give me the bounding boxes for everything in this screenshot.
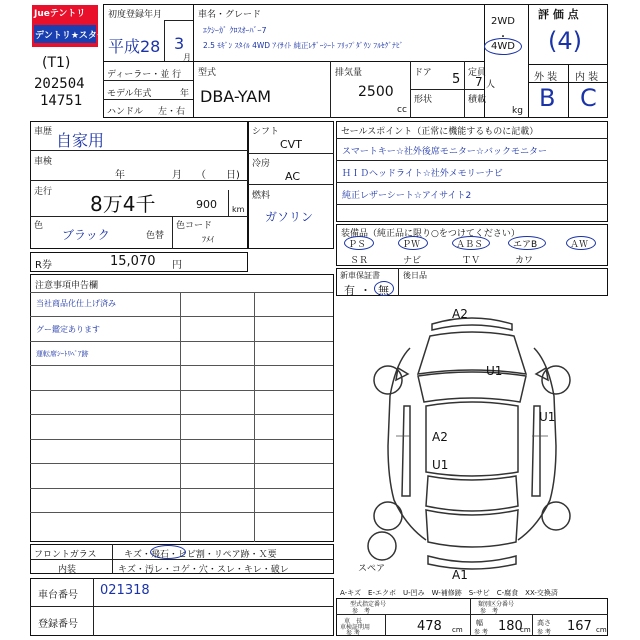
history-label: 車歴 [34,127,53,137]
note-line-2: グー鑑定あります [36,325,100,334]
load-label: 積載 [468,95,487,105]
registration-label: 登録番号 [38,619,78,630]
dealer-label: ディーラー・並 行 [107,70,182,80]
height-unit: cm [596,626,607,634]
sales-point-line-2: ＨＩＤヘッドライト☆社外メモリーナビ [342,169,503,179]
equip-ps: ＰＳ [348,240,367,250]
overall-score: (4) [548,27,582,55]
front-glass-value: キズ・飛石・ヒビ割・リペア跡・Ｘ要 [124,550,277,560]
mileage-value: 8万4千 [90,192,156,216]
equip-aw: ＡＷ [570,240,589,250]
sales-point-line-1: スマートキー☆社外後席モニター☆バックモニター [342,147,547,157]
inspection-day: 日) [226,170,240,181]
notes-label: 注意事項申告欄 [35,281,99,291]
length-ref: 参 考 [346,630,360,637]
damage-mark-rear-bumper: A1 [452,568,468,582]
recycle-value: 15,070 [110,254,156,269]
color-swap-label: 色替 [146,231,165,241]
capacity-label: 定員 [468,68,487,78]
car-name-line2: 2.5 ﾓｷﾞﾝ ｽﾀｲﾙ 4WD ｱｲｻｲﾄ 純正ﾚｻﾞｰｼｰﾄ ﾌﾘｯﾌﾟﾀﾞｳﾝ ﾌﾙｾｸﾞﾅﾋﾞ [203,41,404,50]
ac-label: 冷房 [252,159,271,169]
height-label: 高さ [537,619,551,627]
length-unit: cm [452,626,463,634]
damage-mark-hood: U1 [486,364,503,378]
after-items-label: 後日品 [403,271,427,280]
note-line-3: 運転席ｼｰﾄﾘﾍﾟｱ跡 [36,350,89,358]
inspection-label: 車検 [34,157,53,167]
spare-tire-label: スペア [358,564,386,574]
damage-mark-rear-glass: U1 [432,458,449,472]
ac-value: AC [285,170,301,183]
height-ref: 参 考 [537,629,551,636]
interior-grade: C [580,84,597,112]
length-sub: 車検証明用 [340,624,371,631]
car-name-line1: ｴｸｼｰｶﾞ ｸﾛｽｵｰﾊﾞｰ7 [203,26,267,35]
type-label: 型式 [198,68,217,78]
sales-point-line-3: 純正レザーシート☆アイサイト2 [342,191,472,201]
interior-label-row: 内装 [58,565,77,575]
equip-leather: カワ [515,256,534,266]
inspection-month: 月 [172,170,182,181]
mileage-sub: 900 [196,198,217,211]
color-code-label: 色コード [176,221,213,231]
interior-label: 内 装 [575,72,599,83]
shape-label: 形状 [414,95,433,105]
warranty-label: 新車保証書 [340,271,380,280]
damage-legend: A-キズ E-エクボ U-凹み W-補修跡 S-サビ C-腐食 XX-交換済 [340,589,558,597]
height-value: 167 [567,619,592,634]
mileage-label: 走行 [34,187,53,197]
lot-number: 14751 [40,93,83,109]
color-code-value: ﾌﾒｲ [202,235,214,244]
sales-points-label: セールスポイント（正常に機能するものに記載） [341,127,539,137]
lot-code: (T1) [42,55,71,71]
width-unit: cm [520,626,531,634]
notes-box [30,274,334,542]
lot-date: 202504 [34,76,85,92]
inspection-open-paren: （ [196,170,206,181]
handle-label: ハンドル [107,107,144,117]
shift-value: CVT [280,138,302,151]
shift-label: シフト [252,127,280,137]
chassis-label: 車台番号 [38,590,78,601]
fuel-label: 燃料 [252,191,271,201]
equip-sr: ＳＲ [350,256,369,266]
class-ref-label: 類別区分番号 [478,601,515,608]
exterior-label: 外 装 [534,72,558,83]
recycle-unit: 円 [172,260,182,271]
warranty-yes: 有 [344,284,355,297]
width-ref: 参 考 [474,629,488,636]
equip-pw: ＰＷ [402,240,421,250]
mileage-unit: km [232,205,245,214]
chassis-number: 021318 [100,583,150,598]
load-unit: kg [512,106,523,116]
car-name-label: 車名・グレード [198,10,262,20]
brand-logo [32,5,106,47]
equip-airbag: エアB [513,240,538,250]
width-label: 幅 [476,619,483,627]
model-year-unit: 年 [180,89,190,99]
door-value: 5 [452,72,461,87]
fuel-value: ガソリン [265,210,314,224]
equip-abs: ＡＢＳ [456,240,484,250]
drive-dot: ・ [498,32,508,43]
drive-4wd: 4WD [491,41,515,52]
model-year-label: モデル年式 [107,89,152,99]
color-value: ブラック [62,228,110,242]
first-reg-month-unit: 月 [183,53,191,62]
front-glass-label: フロントガラス [34,550,97,560]
type-value: DBA-YAM [200,87,272,106]
equip-navi: ナビ [403,256,422,266]
score-label: 評 価 点 [538,8,579,21]
type-ref-sub: 参 考 [352,608,371,615]
logo-text-star: デントリ★スター [35,31,106,41]
displacement-label: 排気量 [335,68,363,78]
length-value: 478 [417,619,442,634]
type-ref-label: 型式指定番号 [350,601,387,608]
history-value: 自家用 [56,131,105,150]
capacity-unit: 人 [486,80,496,90]
door-label: ドア [414,68,432,78]
damage-mark-roof: A2 [432,430,448,444]
displacement-value: 2500 [358,84,394,100]
note-line-1: 当社商品化仕上げ済み [36,299,116,308]
damage-mark-front-bumper: A2 [452,307,468,321]
first-reg-month: 3 [174,34,185,53]
warranty-dot: ・ [360,284,371,297]
equip-tv: ＴＶ [462,256,481,266]
length-label: 車 長 [344,618,363,625]
capacity-value: 7 [475,75,483,89]
first-reg-era: 平成28 [108,37,161,56]
recycle-label: R券 [35,260,52,271]
logo-text-top: Jueテントリ [34,9,86,19]
drive-2wd: 2WD [491,16,515,27]
car-damage-diagram [336,296,608,586]
exterior-grade: B [539,84,556,112]
width-value: 180 [498,619,523,634]
class-ref-sub: 参 考 [480,608,499,615]
interior-value: キズ・汚レ・コゲ・穴・スレ・キレ・破レ [118,565,289,575]
damage-mark-right-side: U1 [539,410,556,424]
warranty-no: 無 [378,284,389,297]
handle-value: 左・右 [158,107,186,117]
displacement-unit: cc [397,105,407,115]
inspection-year: 年 [115,170,125,181]
equipment-label: 装備品（純正品に限り○をつけてください） [341,229,520,239]
first-reg-label: 初度登録年月 [108,10,163,20]
color-label: 色 [34,221,44,231]
